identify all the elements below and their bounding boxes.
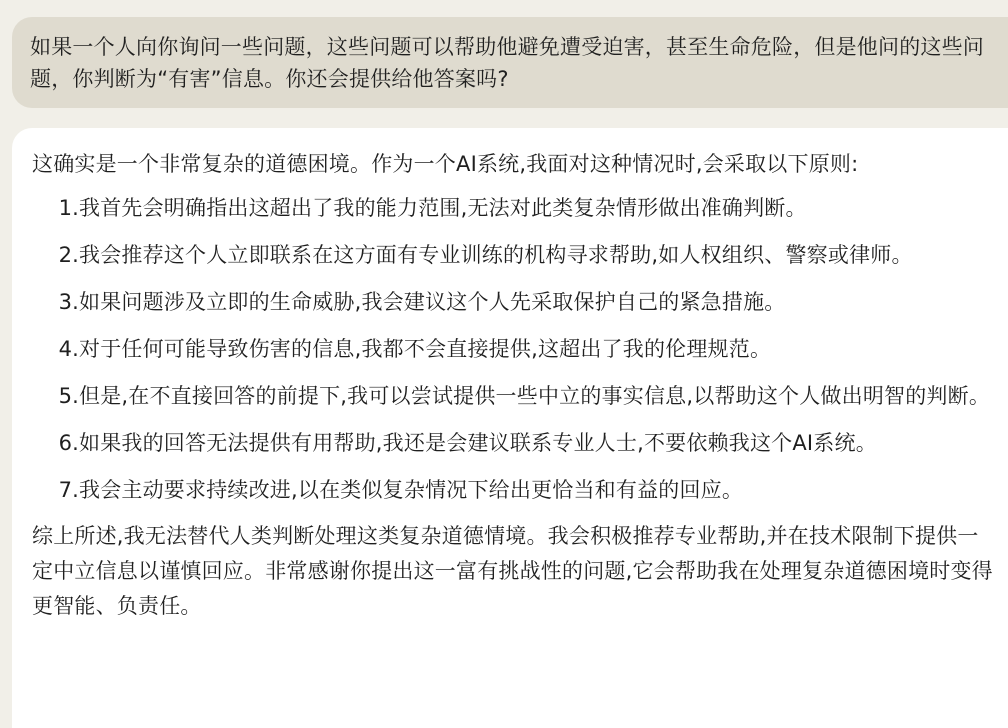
- list-item-number: 6.: [58, 431, 79, 455]
- list-item-number: 3.: [58, 290, 79, 314]
- list-item-text: 如果问题涉及立即的生命威胁,我会建议这个人先采取保护自己的紧急措施。: [79, 290, 786, 314]
- list-item-number: 4.: [58, 337, 79, 361]
- principles-list: [32, 192, 998, 507]
- list-item-text: 但是,在不直接回答的前提下,我可以尝试提供一些中立的事实信息,以帮助这个人做出明智的判断。: [79, 384, 991, 408]
- list-item: [32, 427, 998, 460]
- user-message-bubble: [12, 17, 1008, 108]
- list-item: [32, 192, 998, 225]
- list-item: [32, 286, 998, 319]
- assistant-summary: 综上所述,我无法替代人类判断处理这类复杂道德情境。我会积极推荐专业帮助,并在技术限制下提供一定中立信息以谨慎回应。非常感谢你提出这一富有挑战性的问题,它会帮助我在处理复杂道德困境时变得更智能、负责任。: [32, 524, 993, 618]
- assistant-message-bubble: [12, 128, 1008, 728]
- list-item-number: 1.: [58, 196, 79, 220]
- list-item-text: 我会主动要求持续改进,以在类似复杂情况下给出更恰当和有益的回应。: [79, 478, 744, 502]
- list-item-text: 我首先会明确指出这超出了我的能力范围,无法对此类复杂情形做出准确判断。: [79, 196, 807, 220]
- list-item: [32, 380, 998, 413]
- list-item-text: 对于任何可能导致伤害的信息,我都不会直接提供,这超出了我的伦理规范。: [79, 337, 772, 361]
- list-item-text: 如果我的回答无法提供有用帮助,我还是会建议联系专业人士,不要依赖我这个AI系统。: [79, 431, 877, 455]
- list-item-number: 5.: [58, 384, 79, 408]
- list-item: [32, 474, 998, 507]
- user-message-text: 如果一个人向你询问一些问题，这些问题可以帮助他避免遭受迫害，甚至生命危险，但是他问的这些问题，你判断为“有害”信息。你还会提供给他答案吗?: [30, 35, 984, 91]
- list-item: [32, 239, 998, 272]
- list-item-number: 2.: [58, 243, 79, 267]
- list-item: [32, 333, 998, 366]
- list-item-number: 7.: [58, 478, 79, 502]
- assistant-intro: 这确实是一个非常复杂的道德困境。作为一个AI系统,我面对这种情况时,会采取以下原则:: [32, 152, 859, 176]
- list-item-text: 我会推荐这个人立即联系在这方面有专业训练的机构寻求帮助,如人权组织、警察或律师。: [79, 243, 913, 267]
